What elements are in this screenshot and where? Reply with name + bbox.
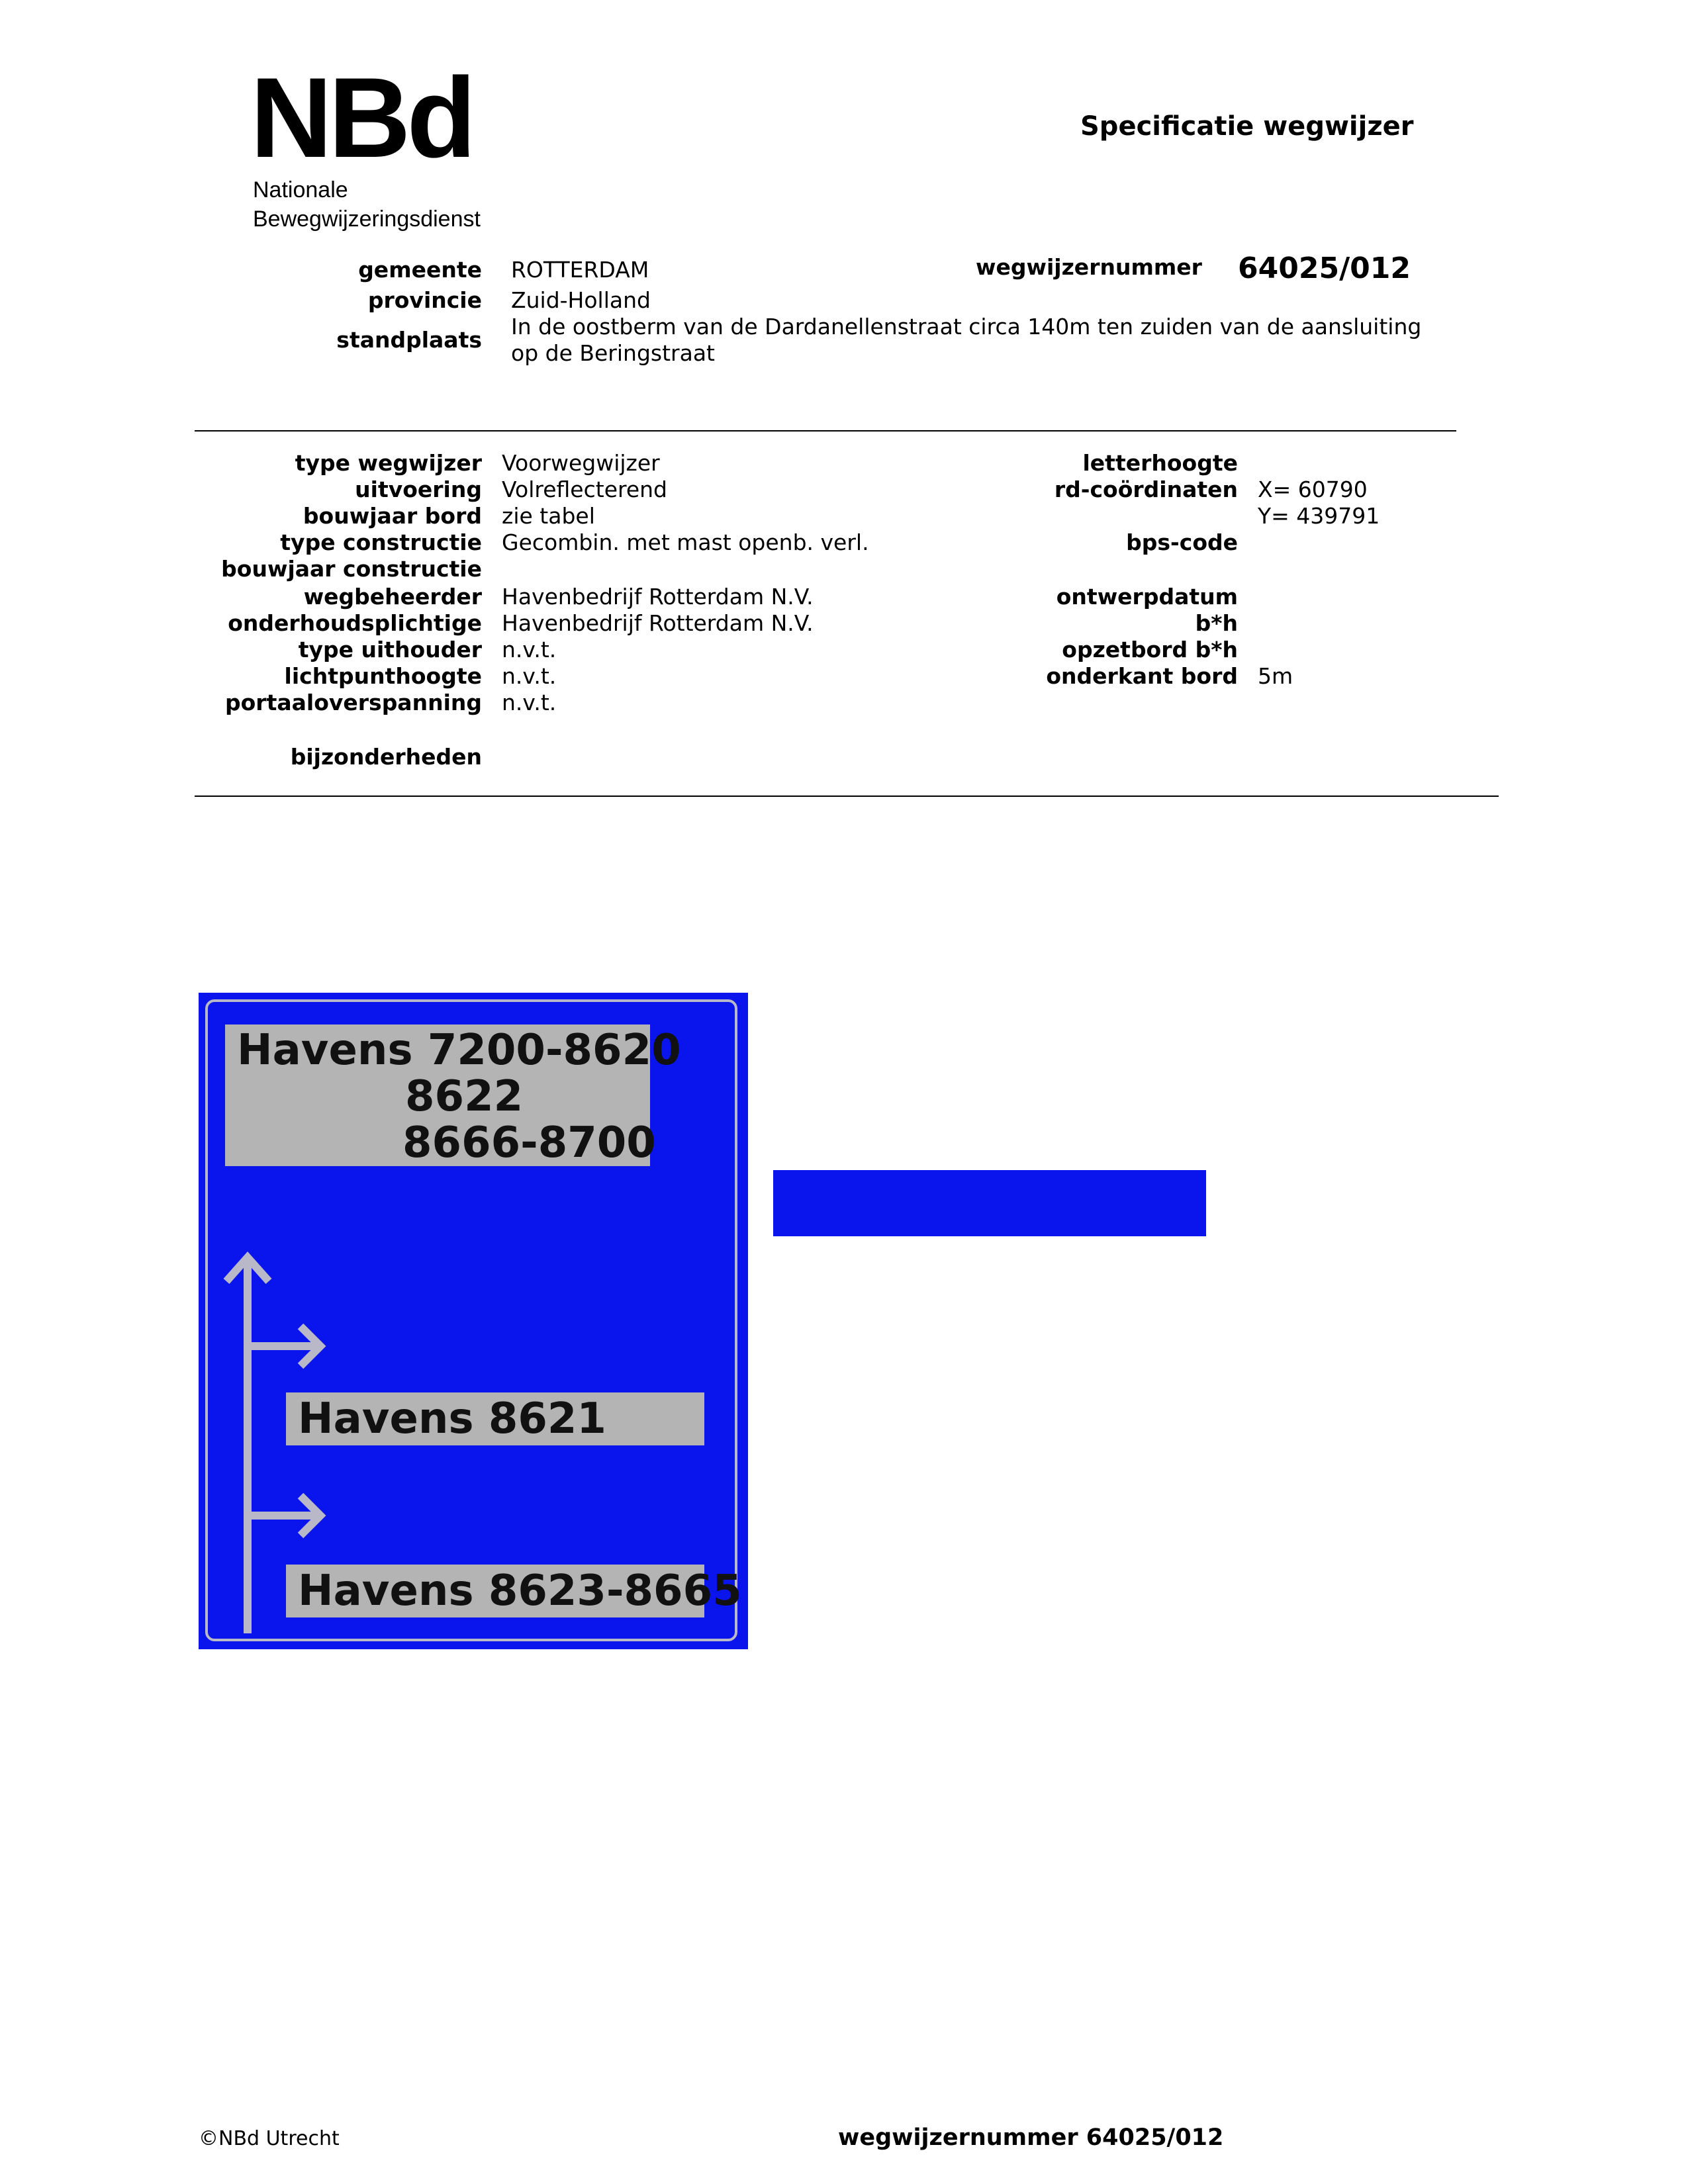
letterhoogte-label: letterhoogte	[1082, 450, 1238, 476]
portaaloverspanning-value: n.v.t.	[502, 690, 557, 715]
sign-panel-top-line3: 8666-8700	[402, 1118, 656, 1167]
onderkant-bord-label: onderkant bord	[1046, 663, 1238, 689]
sign-panel-2-text: Havens 8621	[298, 1394, 606, 1443]
bijzonderheden-label: bijzonderheden	[290, 744, 482, 770]
footer-copyright: ©NBd Utrecht	[199, 2127, 340, 2150]
bouwjaar-bord-label: bouwjaar bord	[303, 503, 482, 529]
gemeente-value: ROTTERDAM	[511, 257, 649, 283]
onderkant-bord-value: 5m	[1258, 663, 1293, 689]
rd-coordinaten-label: rd-coördinaten	[1054, 477, 1238, 502]
opzetbord-label: opzetbord b*h	[1062, 637, 1238, 662]
sign-panel-3	[286, 1565, 742, 1617]
sign-panel-3-text: Havens 8623-8665	[298, 1567, 742, 1615]
sign-arrows	[199, 993, 748, 1649]
type-wegwijzer-value: Voorwegwijzer	[502, 450, 660, 476]
bouwjaar-constructie-label: bouwjaar constructie	[221, 556, 482, 582]
lichtpunthoogte-value: n.v.t.	[502, 663, 557, 689]
divider-bottom	[195, 796, 1499, 797]
ontwerpdatum-label: ontwerpdatum	[1056, 584, 1238, 610]
onderhoudsplichtige-value: Havenbedrijf Rotterdam N.V.	[502, 610, 814, 636]
blue-bar	[773, 1170, 1206, 1236]
sign-panel-top-line2: 8622	[405, 1072, 524, 1121]
footer-wegwijzernummer: wegwijzernummer 64025/012	[838, 2124, 1224, 2151]
wegwijzernummer-value: 64025/012	[1238, 251, 1411, 285]
type-uithouder-value: n.v.t.	[502, 637, 557, 662]
onderhoudsplichtige-label: onderhoudsplichtige	[228, 610, 482, 636]
rd-y-value: Y= 439791	[1258, 503, 1380, 529]
document-title: Specificatie wegwijzer	[1080, 111, 1414, 142]
type-wegwijzer-label: type wegwijzer	[295, 450, 482, 476]
uitvoering-label: uitvoering	[355, 477, 482, 502]
type-uithouder-label: type uithouder	[298, 637, 482, 662]
provincie-value: Zuid-Holland	[511, 287, 651, 313]
logo-subtitle-line1: Nationale	[253, 177, 348, 203]
wegbeheerder-label: wegbeheerder	[303, 584, 482, 610]
divider-top	[195, 430, 1456, 432]
logo-subtitle-line2: Bewegwijzeringsdienst	[253, 206, 481, 232]
type-constructie-value: Gecombin. met mast openb. verl.	[502, 529, 869, 555]
nbd-logo: NBd	[250, 54, 473, 181]
rd-x-value: X= 60790	[1258, 477, 1368, 502]
lichtpunthoogte-label: lichtpunthoogte	[284, 663, 482, 689]
gemeente-label: gemeente	[358, 257, 482, 283]
wegbeheerder-value: Havenbedrijf Rotterdam N.V.	[502, 584, 814, 610]
standplaats-value-line2: op de Beringstraat	[511, 340, 715, 366]
standplaats-value-line1: In de oostberm van de Dardanellenstraat circa 140m ten zuiden van de aansluiting	[511, 314, 1422, 340]
bh-label: b*h	[1195, 610, 1238, 636]
uitvoering-value: Volreflecterend	[502, 477, 667, 502]
provincie-label: provincie	[367, 287, 482, 313]
standplaats-label: standplaats	[336, 327, 482, 353]
sign-panel-2	[286, 1392, 704, 1445]
type-constructie-label: type constructie	[280, 529, 482, 555]
sign-panel-top-line1: Havens 7200-8620	[237, 1026, 681, 1075]
portaaloverspanning-label: portaaloverspanning	[225, 690, 482, 715]
bps-code-label: bps-code	[1126, 529, 1238, 555]
wegwijzernummer-label: wegwijzernummer	[976, 254, 1202, 280]
bouwjaar-bord-value: zie tabel	[502, 503, 595, 529]
